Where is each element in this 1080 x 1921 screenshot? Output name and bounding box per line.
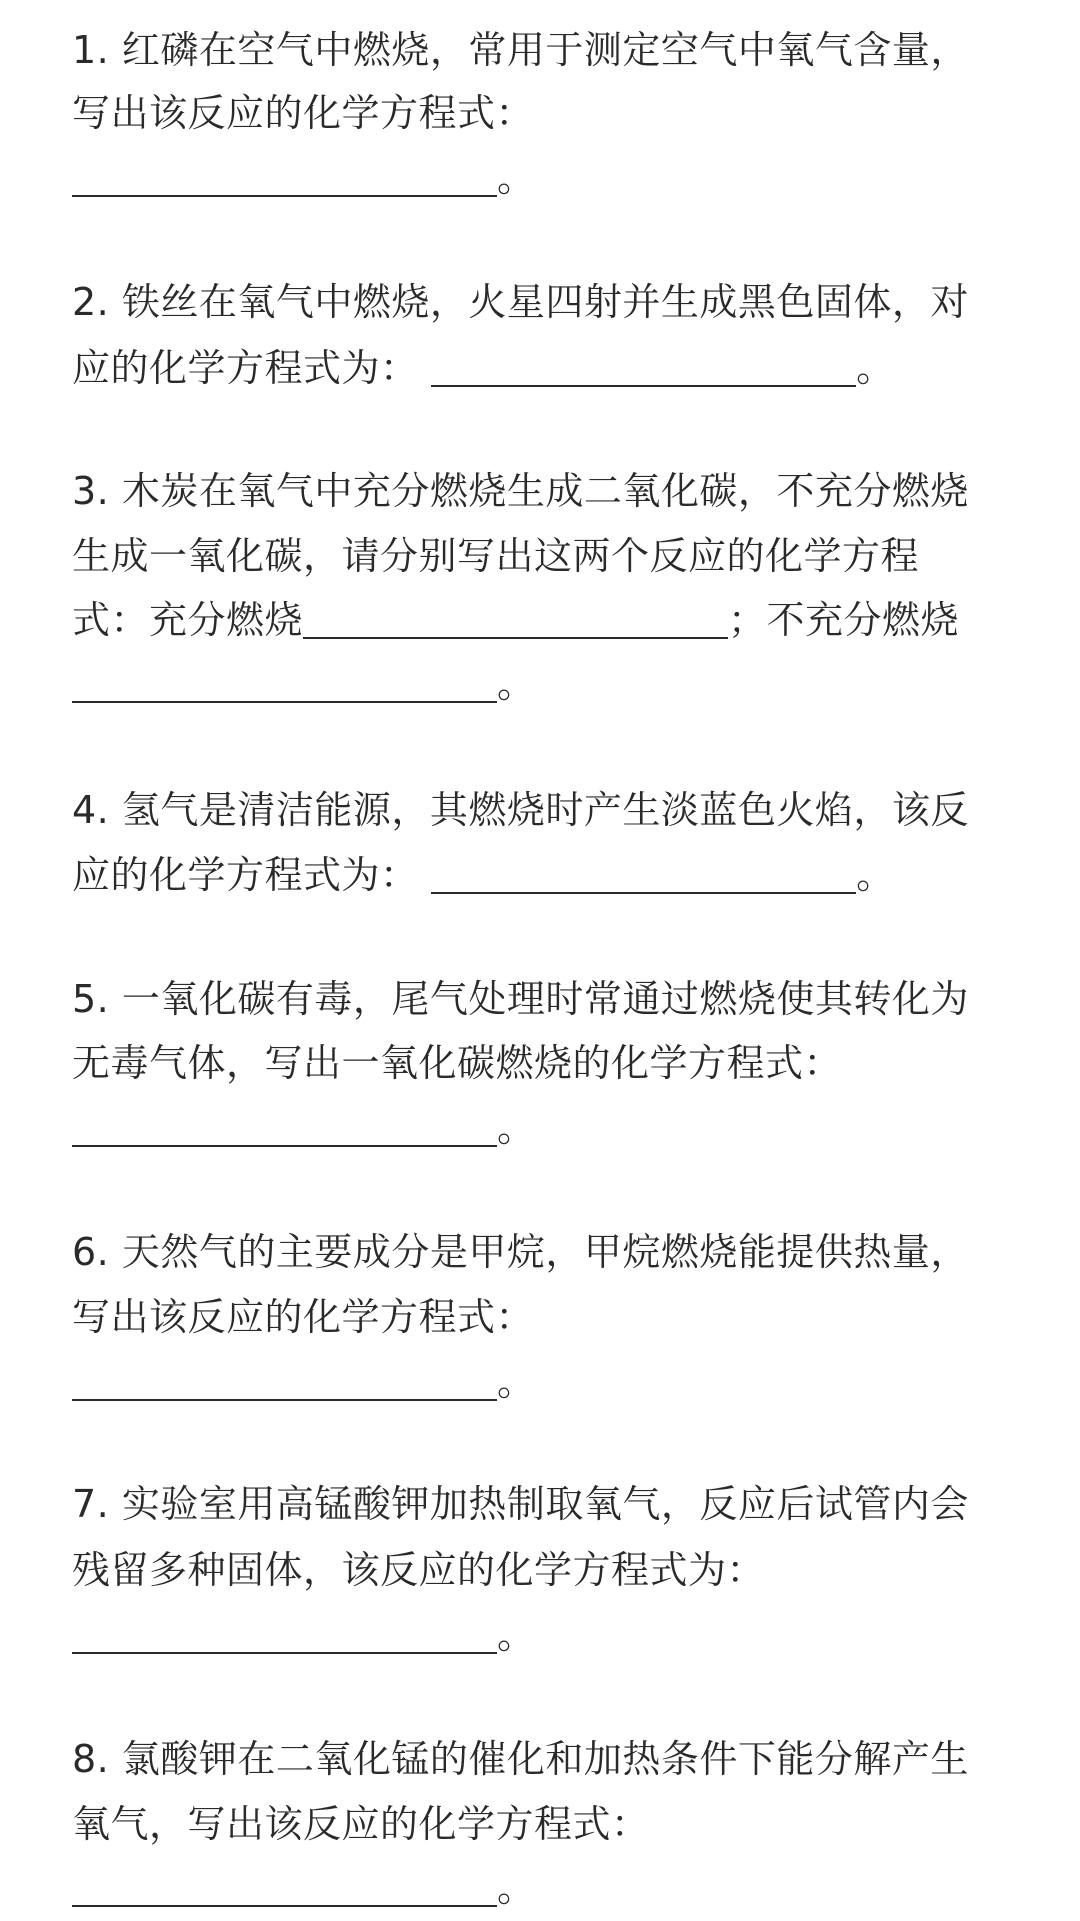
- answer-blank[interactable]: [431, 854, 856, 894]
- question-3-line-3: 式：充分燃烧: [72, 598, 304, 642]
- answer-blank[interactable]: [72, 1614, 497, 1654]
- question-6-line-2: 写出该反应的化学方程式：: [72, 1295, 535, 1339]
- question-3-line-3-row: [72, 588, 959, 652]
- question-2-line-2-row: [72, 336, 895, 400]
- blank-end-mark: 。: [497, 1613, 536, 1657]
- answer-blank[interactable]: [72, 157, 497, 197]
- answer-blank[interactable]: [303, 599, 728, 639]
- question-1-answer-row: [72, 146, 536, 210]
- answer-blank[interactable]: [72, 663, 497, 703]
- question-3-line-2: 生成一氧化碳，请分别写出这两个反应的化学方程: [72, 534, 920, 578]
- question-3-line-3-tail: ；不充分燃烧: [728, 598, 960, 642]
- question-8-line-1: 8. 氯酸钾在二氧化锰的催化和加热条件下能分解产生: [72, 1737, 969, 1781]
- question-5-line-2: 无毒气体，写出一氧化碳燃烧的化学方程式：: [72, 1041, 843, 1085]
- question-4-line-2: 应的化学方程式为：: [72, 853, 419, 897]
- blank-end-mark: 。: [856, 346, 895, 390]
- answer-blank[interactable]: [72, 1867, 497, 1907]
- question-2-line-1: 2. 铁丝在氧气中燃烧，火星四射并生成黑色固体，对: [72, 280, 969, 324]
- blank-end-mark: 。: [497, 662, 536, 706]
- question-5-answer-row: [72, 1096, 536, 1160]
- question-8-answer-row: [72, 1856, 536, 1920]
- question-7-answer-row: [72, 1603, 536, 1667]
- question-3-answer-row: [72, 652, 536, 716]
- blank-end-mark: 。: [497, 1866, 536, 1910]
- answer-blank[interactable]: [72, 1107, 497, 1147]
- question-5-line-1: 5. 一氧化碳有毒，尾气处理时常通过燃烧使其转化为: [72, 977, 969, 1021]
- answer-blank[interactable]: [431, 347, 856, 387]
- question-6-line-1: 6. 天然气的主要成分是甲烷，甲烷燃烧能提供热量，: [72, 1230, 969, 1274]
- question-8-line-2: 氧气，写出该反应的化学方程式：: [72, 1802, 650, 1846]
- question-7-line-1: 7. 实验室用高锰酸钾加热制取氧气，反应后试管内会: [72, 1482, 969, 1526]
- question-4-line-2-row: [72, 843, 895, 907]
- question-7-line-2: 残留多种固体，该反应的化学方程式为：: [72, 1548, 766, 1592]
- blank-end-mark: 。: [497, 1106, 536, 1150]
- blank-end-mark: 。: [497, 156, 536, 200]
- question-3-line-1: 3. 木炭在氧气中充分燃烧生成二氧化碳，不充分燃烧: [72, 469, 969, 513]
- question-2-line-2: 应的化学方程式为：: [72, 346, 419, 390]
- question-1-line-1: 1. 红磷在空气中燃烧，常用于测定空气中氧气含量，: [72, 28, 969, 72]
- question-6-answer-row: [72, 1350, 536, 1414]
- answer-blank[interactable]: [72, 1361, 497, 1401]
- blank-end-mark: 。: [497, 1360, 536, 1404]
- question-1-line-2: 写出该反应的化学方程式：: [72, 91, 535, 135]
- blank-end-mark: 。: [856, 853, 895, 897]
- question-4-line-1: 4. 氢气是清洁能源，其燃烧时产生淡蓝色火焰，该反: [72, 788, 969, 832]
